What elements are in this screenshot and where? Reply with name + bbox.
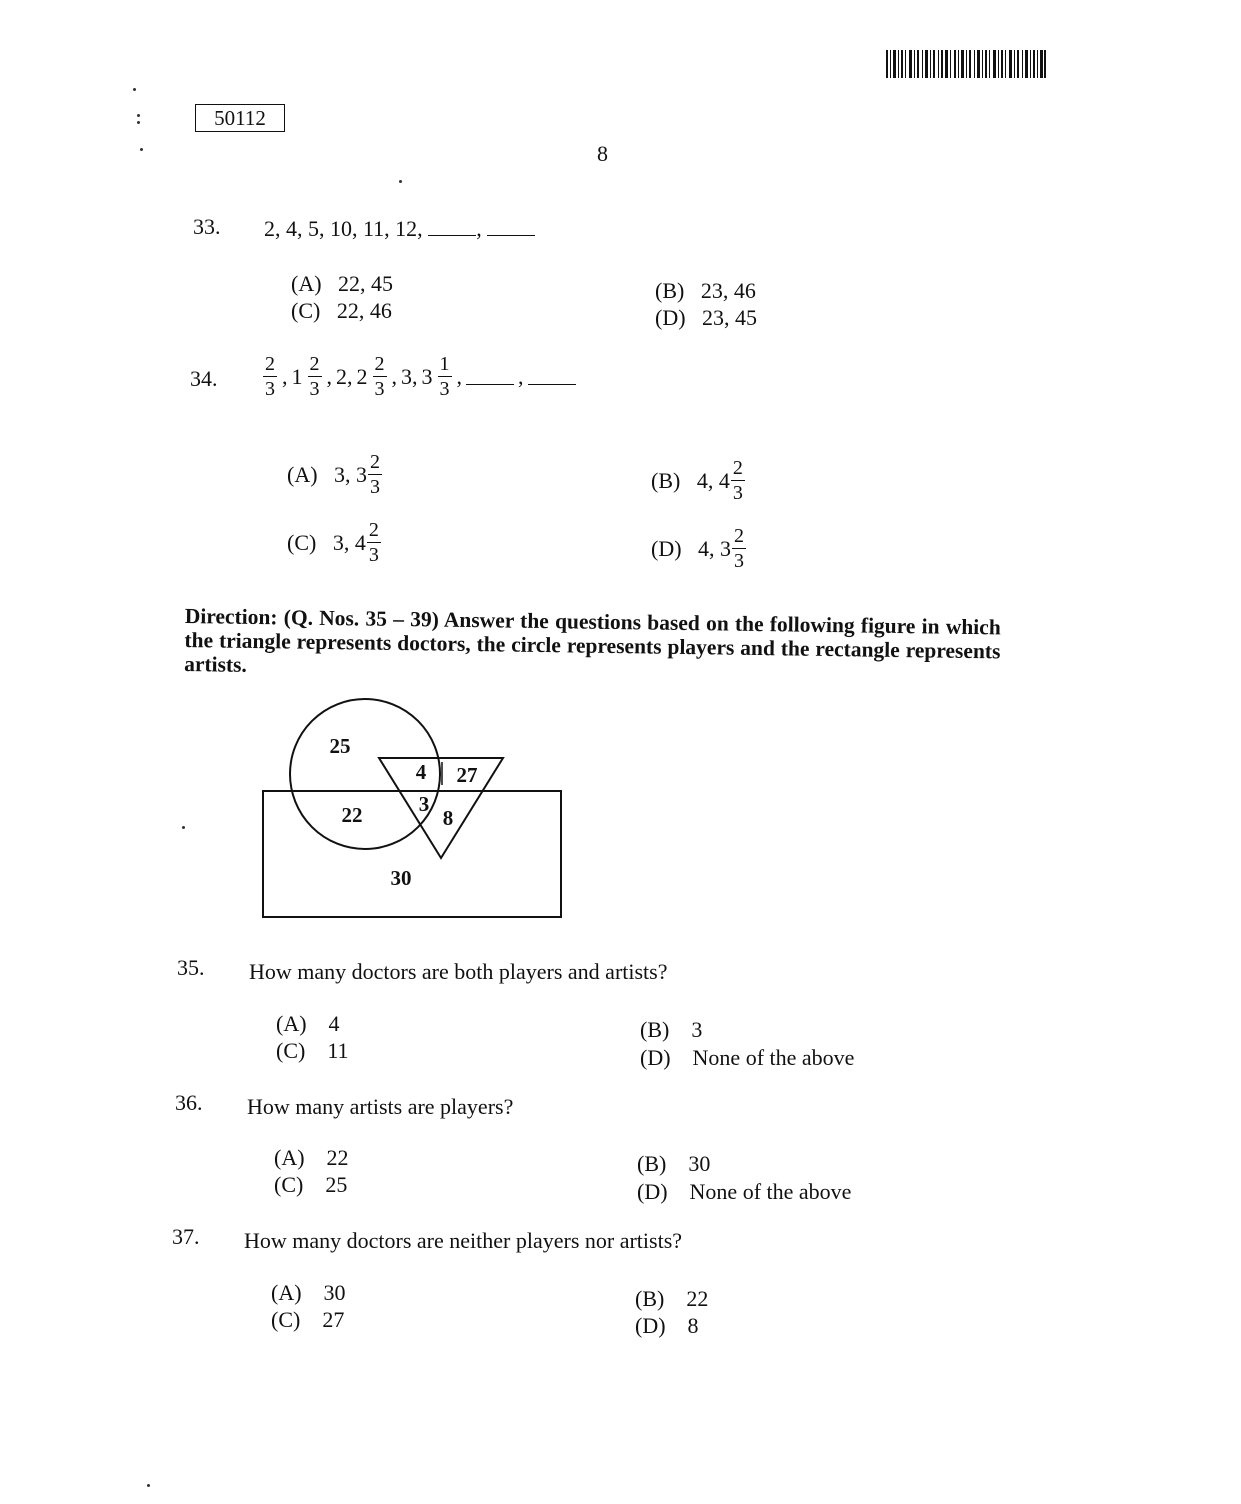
option-value: 27	[322, 1307, 345, 1332]
option-fraction: $\frac{2}{3}$	[370, 451, 381, 498]
q35-option-c[interactable]	[276, 1038, 349, 1064]
option-fraction: $\frac{2}{3}$	[734, 525, 745, 572]
option-value: 25	[325, 1172, 348, 1197]
option-value: 3, 3	[334, 461, 368, 487]
option-fraction: $\frac{2}{3}$	[368, 519, 379, 566]
q33-option-c[interactable]	[291, 298, 392, 324]
direction-text: Direction: (Q. Nos. 35 – 39) Answer the questions based on the following figure in which the triangle represents doctors, the circle represents players and the rectangle represents artists.	[183, 604, 1001, 677]
q36-option-c[interactable]	[274, 1172, 347, 1198]
option-label: (A)	[287, 461, 318, 487]
option-label: (C)	[287, 529, 317, 555]
option-value: 22	[686, 1286, 709, 1311]
q34-term-2-whole: 1	[291, 363, 303, 389]
option-value: 22	[326, 1145, 349, 1170]
region-artists-only: 30	[390, 866, 412, 890]
q34-term-4: $\frac{2}{3}$	[374, 353, 385, 400]
option-label: (B)	[640, 1017, 670, 1042]
q34-term-6-whole: 3	[421, 363, 433, 389]
option-label: (B)	[637, 1151, 667, 1176]
region-players-artists: 22	[341, 803, 363, 827]
region-doctors-artists: 8	[442, 806, 454, 830]
option-value: 22, 45	[338, 271, 394, 296]
q35-option-d[interactable]	[640, 1045, 854, 1071]
option-value: 11	[327, 1038, 349, 1063]
q36-option-b[interactable]	[637, 1151, 710, 1177]
option-value: 4	[328, 1011, 340, 1036]
q34-term-3: 2,	[336, 363, 353, 389]
paper-code: 50112	[195, 104, 285, 132]
q35-option-a[interactable]	[276, 1011, 340, 1037]
scan-speck	[137, 114, 140, 117]
q37-option-a[interactable]	[271, 1280, 346, 1306]
option-label: (C)	[274, 1172, 304, 1197]
option-value: 3	[691, 1017, 703, 1042]
page-number: 8	[597, 141, 608, 166]
option-label: (B)	[635, 1286, 665, 1311]
region-players-only: 25	[329, 734, 351, 758]
barcode	[886, 50, 1046, 78]
q34-option-c[interactable]	[287, 520, 382, 565]
q34-term-1: $\frac{2}{3}$	[265, 353, 275, 400]
option-value: None of the above	[689, 1179, 852, 1204]
option-label: (C)	[271, 1307, 301, 1332]
q37-number: 37.	[172, 1224, 200, 1249]
venn-figure	[255, 695, 575, 925]
option-value: None of the above	[692, 1045, 855, 1070]
scan-speck	[182, 826, 185, 829]
q34-term-2: $\frac{2}{3}$	[309, 353, 320, 400]
q34-term-6: $\frac{1}{3}$	[439, 353, 450, 400]
q33-option-a[interactable]	[291, 271, 393, 297]
region-players-doctors: 4	[415, 760, 427, 784]
option-label: (A)	[274, 1145, 305, 1170]
q36-option-a[interactable]	[274, 1145, 349, 1171]
q34-term-4-whole: 2	[356, 363, 368, 389]
option-value: 4, 4	[696, 467, 730, 493]
option-value: 3, 4	[332, 529, 366, 555]
scan-speck	[147, 1484, 150, 1487]
option-label: (B)	[655, 278, 685, 303]
option-label: (A)	[291, 271, 322, 296]
q33-option-d[interactable]	[655, 305, 757, 331]
q37-option-d[interactable]	[635, 1313, 699, 1339]
option-label: (D)	[637, 1179, 668, 1204]
option-label: (D)	[651, 535, 682, 561]
q33-option-b[interactable]	[655, 278, 756, 304]
q35-number: 35.	[177, 955, 205, 980]
q34-blank-1	[466, 368, 514, 385]
q36-option-d[interactable]	[637, 1179, 851, 1205]
q34-option-a[interactable]	[287, 452, 383, 497]
option-value: 4, 3	[698, 535, 732, 561]
q33-sequence: 2, 4, 5, 10, 11, 12, ,	[264, 216, 535, 242]
q37-text: How many doctors are neither players nor artists?	[244, 1228, 683, 1253]
q34-sequence: $\frac{2}{3}$ , 1 $\frac{2}{3}$ , 2, 2 $\frac{2}{3}$ , 3, 3 $\frac{1}{3}$ , ,	[262, 354, 576, 399]
q35-option-b[interactable]	[640, 1017, 702, 1043]
option-label: (B)	[651, 467, 681, 493]
q33-terms: 2, 4, 5, 10, 11, 12,	[264, 216, 423, 241]
q36-text: How many artists are players?	[247, 1094, 514, 1119]
option-label: (A)	[271, 1280, 302, 1305]
scan-speck	[133, 88, 136, 91]
option-value: 30	[688, 1151, 711, 1176]
q33-blank-2	[487, 219, 535, 236]
region-doctors-only: 27	[456, 763, 478, 787]
q37-option-b[interactable]	[635, 1286, 708, 1312]
option-value: 23, 46	[700, 278, 756, 303]
option-value: 30	[323, 1280, 346, 1305]
option-label: (D)	[640, 1045, 671, 1070]
q37-option-c[interactable]	[271, 1307, 344, 1333]
option-value: 23, 45	[702, 305, 758, 330]
q34-term-5: 3,	[401, 363, 418, 389]
option-value: 8	[687, 1313, 699, 1338]
q34-option-b[interactable]	[651, 458, 746, 503]
option-label: (C)	[291, 298, 321, 323]
option-label: (C)	[276, 1038, 306, 1063]
scan-speck	[140, 148, 143, 151]
option-value: 22, 46	[336, 298, 392, 323]
q36-number: 36.	[175, 1090, 203, 1115]
option-label: (D)	[655, 305, 686, 330]
triangle-doctors	[379, 758, 503, 858]
q34-blank-2	[528, 368, 576, 385]
region-all-three: 3	[418, 792, 430, 816]
scan-speck	[399, 180, 402, 183]
q34-number: 34.	[190, 366, 218, 391]
option-fraction: $\frac{2}{3}$	[732, 457, 743, 504]
q35-text: How many doctors are both players and artists?	[249, 959, 668, 984]
q33-number: 33.	[193, 214, 221, 239]
q33-blank-1	[428, 219, 476, 236]
option-label: (D)	[635, 1313, 666, 1338]
q34-option-d[interactable]	[651, 526, 747, 571]
option-label: (A)	[276, 1011, 307, 1036]
scan-speck	[137, 121, 140, 124]
